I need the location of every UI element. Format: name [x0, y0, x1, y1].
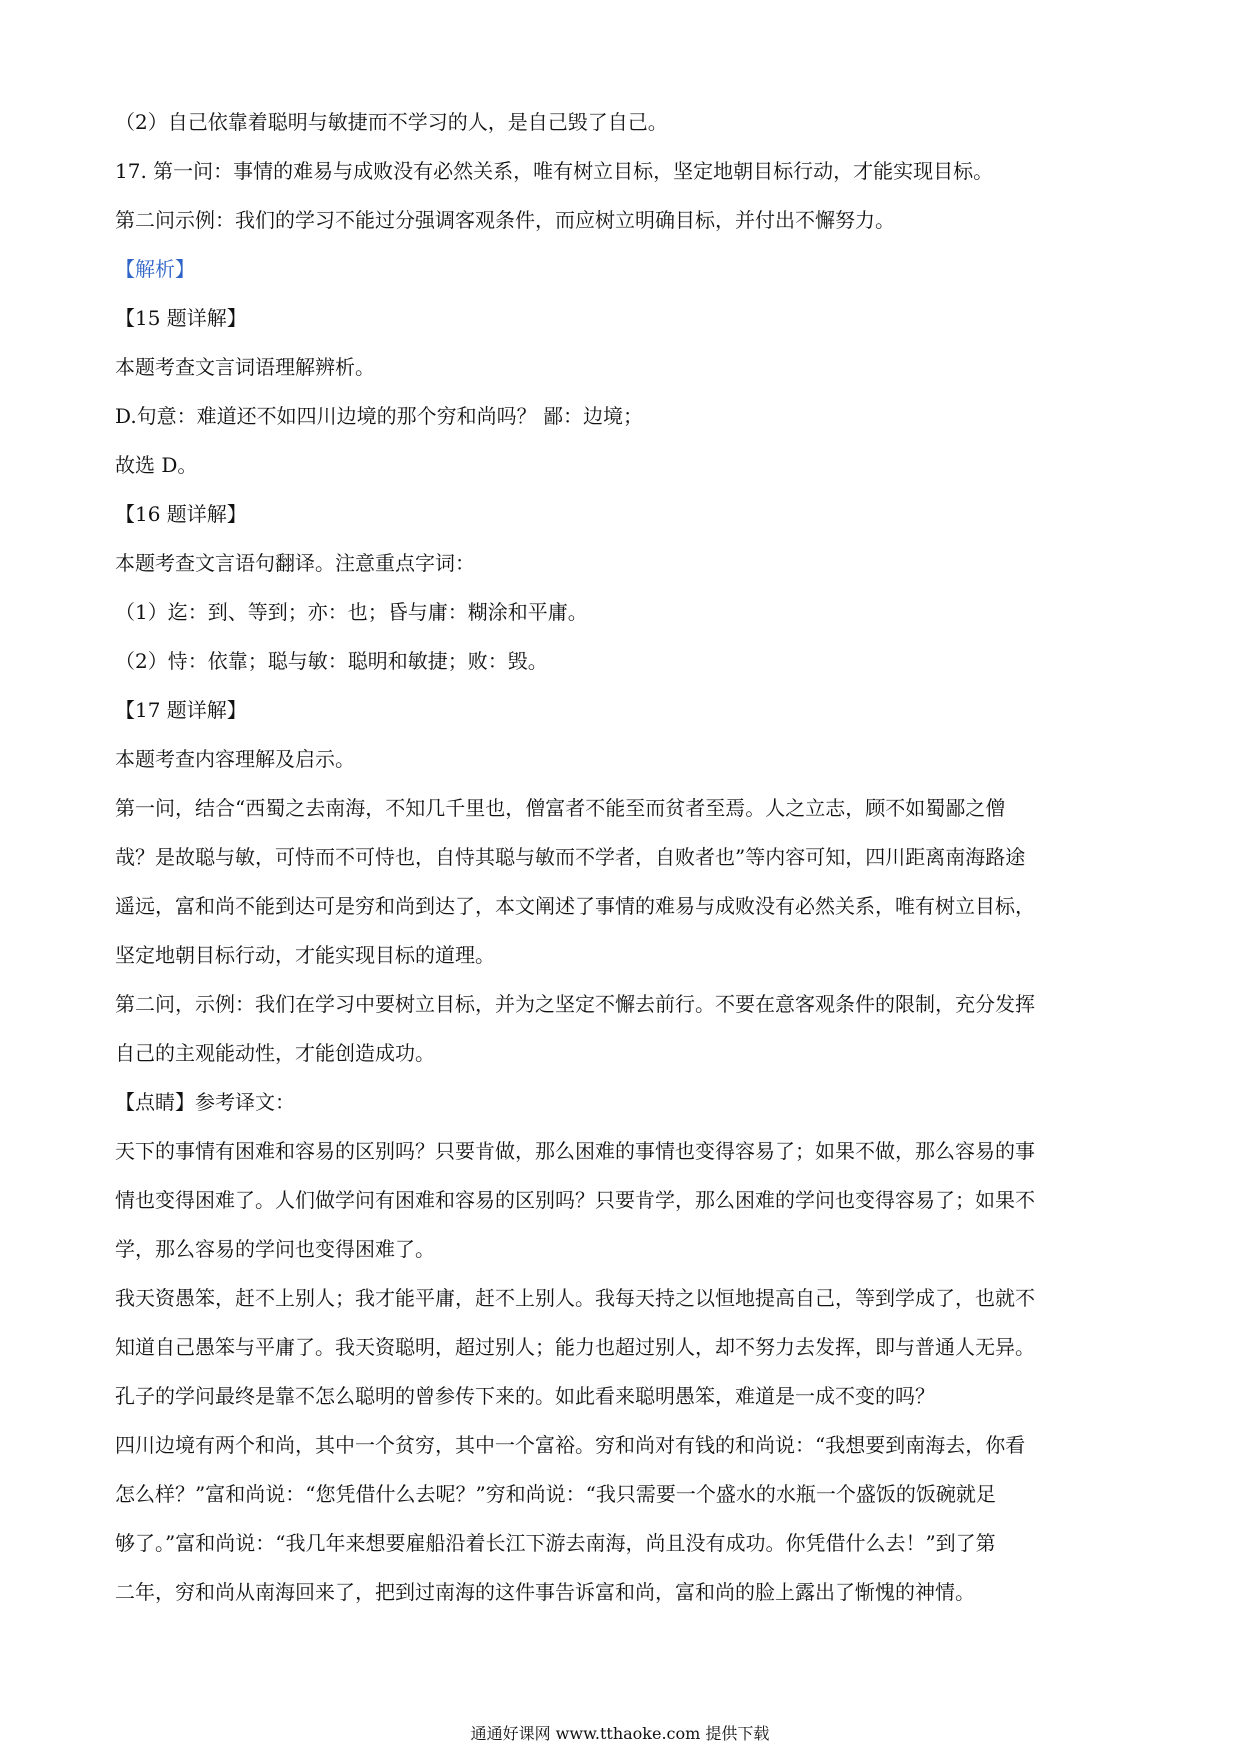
translation-p3-line1: 孔子的学问最终是靠不怎么聪明的曾参传下来的。如此看来聪明愚笨，难道是一成不变的吗？ [115, 1384, 935, 1408]
q16-item-1: （1）迄：到、等到；亦：也；昏与庸：糊涂和平庸。 [115, 600, 588, 624]
answer-17-q2: 第二问示例：我们的学习不能过分强调客观条件，而应树立明确目标，并付出不懈努力。 [115, 208, 895, 232]
translation-p2-line1: 我天资愚笨，赶不上别人；我才能平庸，赶不上别人。我每天持之以恒地提高自己，等到学成了，也就不 [115, 1286, 1035, 1310]
q17-heading: 【17 题详解】 [115, 698, 247, 722]
q17-topic: 本题考查内容理解及启示。 [115, 747, 355, 771]
q15-explanation: D.句意：难道还不如四川边境的那个穷和尚吗？ 鄙：边境； [115, 404, 644, 428]
q16-topic: 本题考查文言语句翻译。注意重点字词： [115, 551, 475, 575]
translation-p1-line1: 天下的事情有困难和容易的区别吗？只要肯做，那么困难的事情也变得容易了；如果不做，那么容易的事 [115, 1139, 1035, 1163]
document-body [115, 98, 1125, 1617]
translation-p4-line1: 四川边境有两个和尚，其中一个贫穷，其中一个富裕。穷和尚对有钱的和尚说：“我想要到南海去，你看 [115, 1433, 1026, 1457]
translation-p1-line3: 学，那么容易的学问也变得困难了。 [115, 1237, 435, 1261]
translation-p2-line2: 知道自己愚笨与平庸了。我天资聪明，超过别人；能力也超过别人，却不努力去发挥，即与普通人无异。 [115, 1335, 1035, 1359]
translation-p4-line3: 够了。”富和尚说：“我几年来想要雇船沿着长江下游去南海，尚且没有成功。你凭借什么去！”到了第 [115, 1531, 996, 1555]
q16-item-2: （2）恃：依靠；聪与敏：聪明和敏捷；败：毁。 [115, 649, 548, 673]
q17-part1-line2: 哉？是故聪与敏，可恃而不可恃也，自恃其聪与敏而不学者，自败者也”等内容可知，四川距离南海路途 [115, 845, 1026, 869]
translation-heading: 【点睛】参考译文： [115, 1090, 295, 1114]
q15-heading: 【15 题详解】 [115, 306, 247, 330]
translation-p1-line2: 情也变得困难了。人们做学问有困难和容易的区别吗？只要肯学，那么困难的学问也变得容易了；如果不 [115, 1188, 1035, 1212]
translation-p4-line2: 怎么样？”富和尚说：“您凭借什么去呢？”穷和尚说：“我只需要一个盛水的水瓶一个盛饭的饭碗就足 [115, 1482, 996, 1506]
q15-topic: 本题考查文言词语理解辨析。 [115, 355, 375, 379]
q15-answer: 故选 D。 [115, 453, 198, 477]
q17-part1-line3: 遥远，富和尚不能到达可是穷和尚到达了，本文阐述了事情的难易与成败没有必然关系，唯有树立目标， [115, 894, 1035, 918]
answer-16-2: （2）自己依靠着聪明与敏捷而不学习的人，是自己毁了自己。 [115, 110, 668, 134]
answer-17-q1: 17. 第一问：事情的难易与成败没有必然关系，唯有树立目标，坚定地朝目标行动，才能实现目标。 [115, 159, 994, 183]
q16-heading: 【16 题详解】 [115, 502, 247, 526]
q17-part2-line2: 自己的主观能动性，才能创造成功。 [115, 1041, 435, 1065]
page-footer: 通通好课网 www.tthaoke.com 提供下载 [470, 1724, 770, 1743]
q17-part2-line1: 第二问，示例：我们在学习中要树立目标，并为之坚定不懈去前行。不要在意客观条件的限制，充分发挥 [115, 992, 1035, 1016]
translation-p4-line4: 二年，穷和尚从南海回来了，把到过南海的这件事告诉富和尚，富和尚的脸上露出了惭愧的神情。 [115, 1580, 975, 1604]
analysis-heading: 【解析】 [115, 257, 195, 281]
q17-part1-line1: 第一问，结合“西蜀之去南海，不知几千里也，僧富者不能至而贫者至焉。人之立志，顾不如蜀鄙之僧 [115, 796, 1006, 820]
q17-part1-line4: 坚定地朝目标行动，才能实现目标的道理。 [115, 943, 495, 967]
